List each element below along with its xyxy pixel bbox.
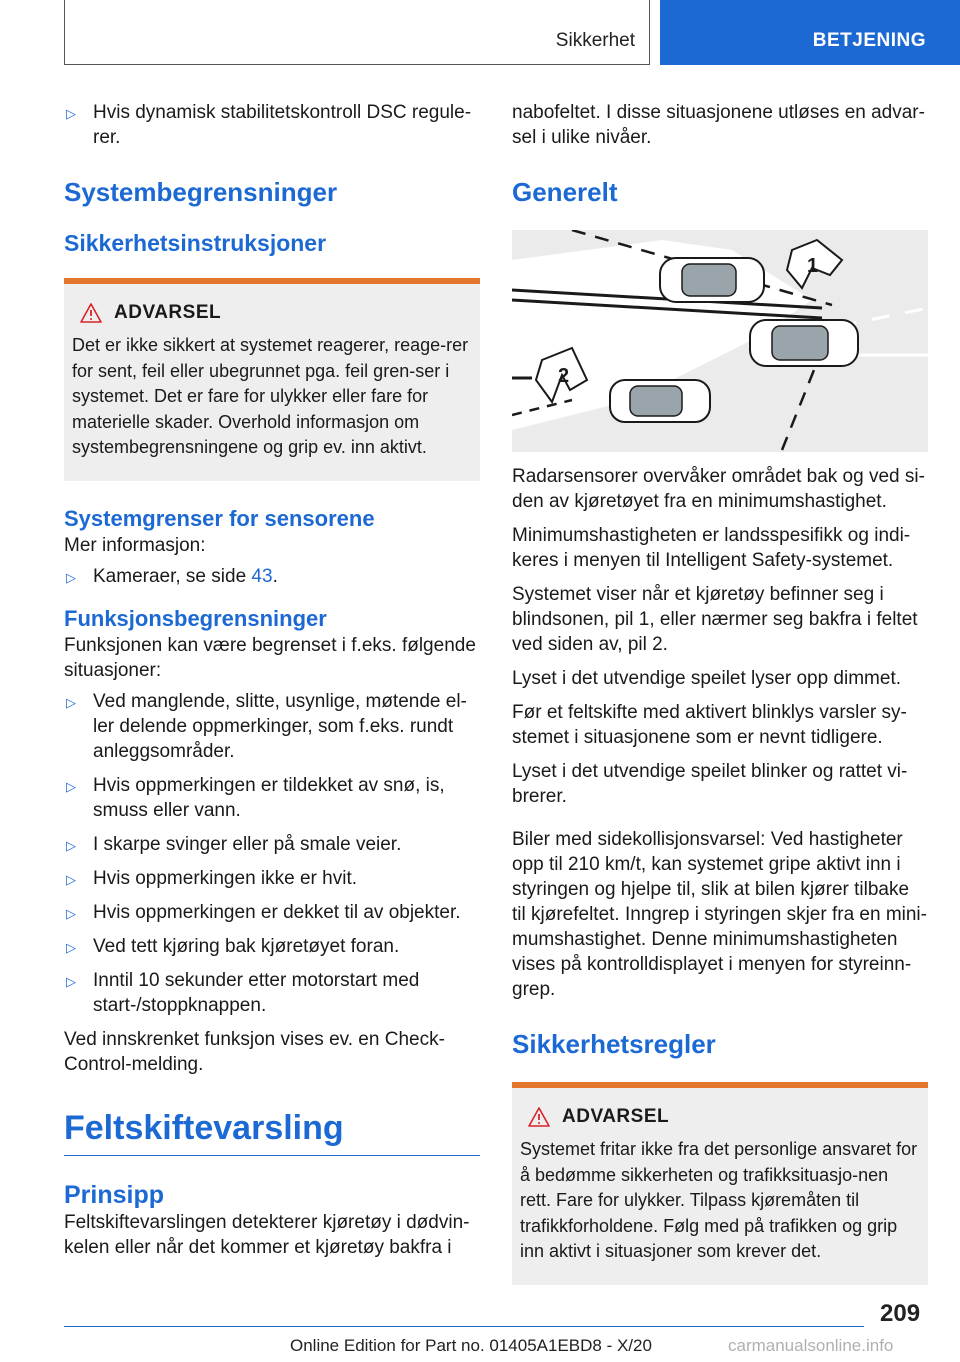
warning-box	[64, 278, 480, 481]
triangle-bullet-icon: ▷	[66, 778, 76, 794]
heading-feltskiftevarsling: Feltskiftevarsling	[64, 1107, 480, 1156]
svg-text:1: 1	[807, 255, 819, 277]
warning-title: ADVARSEL	[520, 1106, 920, 1128]
warning-triangle-icon	[528, 1107, 550, 1127]
triangle-bullet-icon: ▷	[66, 694, 76, 710]
list-item: ▷ Hvis oppmerkingen er tildekket av snø, is, smuss eller vann.	[66, 774, 445, 821]
list-item: ▷ Hvis oppmerkingen ikke er hvit.	[64, 866, 480, 891]
funksjon-list	[64, 689, 480, 1018]
car-middle	[750, 320, 858, 366]
list-item: ▷ Hvis dynamisk stabilitetskontroll DSC regule-rer.	[66, 102, 472, 148]
mer-informasjon: Mer informasjon:	[64, 534, 206, 556]
footer-edition: Online Edition for Part no. 01405A1EBD8 - X/20	[290, 1336, 652, 1355]
page-number: 209	[880, 1300, 921, 1327]
list-item: ▷ Kameraer, se side 43.	[64, 564, 480, 589]
header-chapter-label: BETJENING	[812, 30, 926, 51]
triangle-bullet-icon: ▷	[66, 905, 76, 921]
warning-triangle-icon	[80, 303, 102, 323]
list-item: ▷ Inntil 10 sekunder etter motorstart med start-/stoppknappen.	[66, 969, 420, 1016]
triangle-bullet-icon: ▷	[66, 939, 76, 955]
funksjon-intro: Funksjonen kan være begrenset i f.eks. følgende situasjoner:	[64, 634, 476, 681]
paragraph: Før et feltskifte med aktivert blinklys varsler sy-stemet i situasjonene som er nevnt tidligere.	[512, 702, 907, 748]
paragraph: Lyset i det utvendige speilet blinker og rattet vi-brerer.	[512, 761, 908, 807]
footer-watermark: carmanualsonline.info	[728, 1336, 894, 1355]
prinsipp-text: Feltskiftevarslingen detekterer kjøretøy i dødvin-kelen eller når det kommer et kjøretøy bakfra i	[64, 1211, 470, 1258]
triangle-bullet-icon: ▷	[66, 106, 76, 121]
warning-title: ADVARSEL	[72, 302, 472, 324]
warning-text: Systemet fritar ikke fra det personlige ansvaret for å bedømme sikkerheten og trafikksituasjo-nen rett. Fare for ulykker. Tilpass kjøremåten til trafikkforholdene. Følg med på trafikken og grip inn aktivt i situasjoner som krever det.	[520, 1139, 918, 1261]
lane-change-illustration	[512, 230, 928, 452]
right-column	[512, 100, 928, 1285]
svg-text:2: 2	[558, 365, 570, 387]
left-column	[64, 100, 480, 1269]
triangle-bullet-icon: ▷	[66, 871, 76, 887]
paragraph: Lyset i det utvendige speilet lyser opp dimmet.	[512, 668, 901, 689]
heading-sikkerhetsregler: Sikkerhetsregler	[512, 1029, 716, 1059]
continued-text: nabofeltet. I disse situasjonene utløses en advar-sel i ulike nivåer.	[512, 102, 925, 148]
paragraph-sidekollisjon: Biler med sidekollisjonsvarsel: Ved hastigheter opp til 210 km/t, kan systemet gripe aktivt inn i styringen og hjelpe til, slik at bilen kjører tilbake til kjørefeltet. Inngrep i styringen skjer fra en mini-mumshastighet. Denne minimumshastigheten vises på kontrolldisplayet i menyen for styreinn-grep.	[512, 829, 927, 1000]
paragraph: Systemet viser når et kjøretøy befinner seg i blindsonen, pil 1, eller nærmer seg bakfra i feltet ved siden av, pil 2.	[512, 584, 918, 655]
list-item: ▷ Ved tett kjøring bak kjøretøyet foran.	[64, 934, 480, 959]
triangle-bullet-icon: ▷	[66, 569, 76, 585]
footer-divider	[64, 1326, 864, 1327]
heading-prinsipp: Prinsipp	[64, 1180, 165, 1209]
list-item: ▷ I skarpe svinger eller på smale veier.	[64, 832, 480, 857]
heading-funksjonsbegrensninger: Funksjonsbegrensninger	[64, 605, 327, 631]
header-section-title: Sikkerhet	[555, 30, 635, 51]
paragraph: Minimumshastigheten er landsspesifikk og indi-keres i menyen til Intelligent Safety-systemet.	[512, 525, 911, 571]
list-item: ▷ Hvis oppmerkingen er dekket til av objekter.	[64, 900, 480, 925]
heading-sikkerhetsinstruksjoner: Sikkerhetsinstruksjoner	[64, 230, 327, 256]
header-section-box	[64, 0, 650, 65]
heading-sensorer: Systemgrenser for sensorene	[64, 505, 375, 531]
triangle-bullet-icon: ▷	[66, 973, 76, 989]
car-top	[660, 258, 764, 302]
warning-text: Det er ikke sikkert at systemet reagerer, reage-rer for sent, feil eller ubegrunnet pga. feil gren-ser i systemet. Det er fare for ulykker eller fare for materielle skader. Overhold informasjon om systembegrensningene og grip ev. inn aktivt.	[72, 335, 469, 457]
list-item: ▷ Ved manglende, slitte, usynlige, møtende el-ler delende oppmerkinger, som f.eks. rundt anleggsområder.	[66, 690, 467, 762]
funksjon-outro: Ved innskrenket funksjon vises ev. en Check-Control-melding.	[64, 1028, 445, 1075]
header-chapter-tab[interactable]	[660, 0, 960, 65]
heading-systembegrensninger: Systembegrensninger	[64, 177, 338, 207]
page-reference-link[interactable]: 43	[251, 565, 273, 587]
paragraph: Radarsensorer overvåker området bak og ved si-den av kjøretøyet fra en minimumshastighet.	[512, 466, 925, 512]
heading-generelt: Generelt	[512, 177, 618, 207]
lane-change-diagram	[512, 230, 928, 452]
triangle-bullet-icon: ▷	[66, 837, 76, 853]
warning-box	[512, 1082, 928, 1285]
car-bottom	[610, 380, 710, 422]
